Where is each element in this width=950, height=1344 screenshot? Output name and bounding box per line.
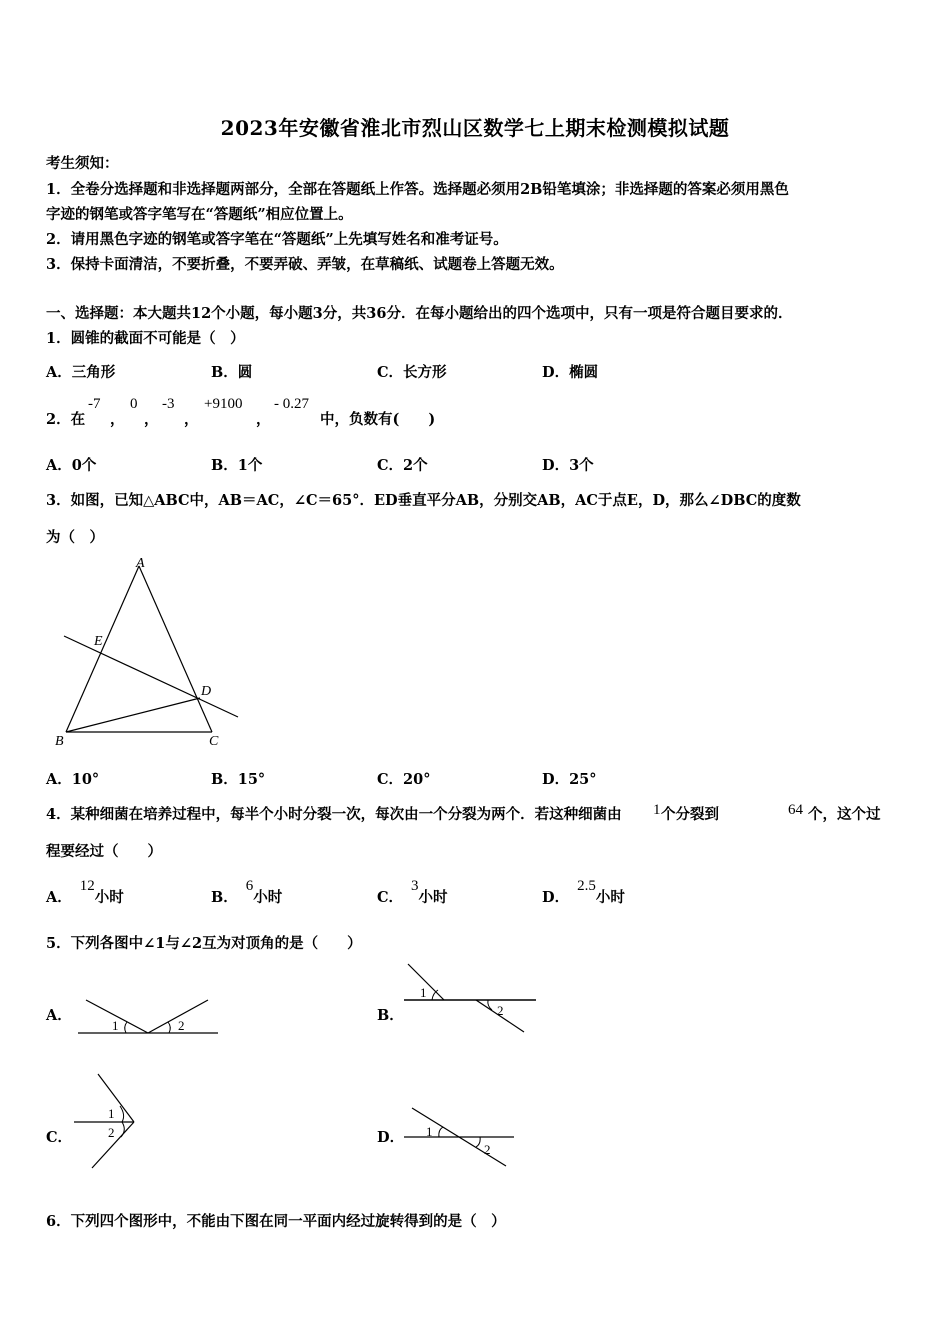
q4-stem-line-1c: 个，这个过 xyxy=(808,806,881,823)
q2-comma-2: ， xyxy=(144,411,159,428)
q5-option-b[interactable]: B． xyxy=(377,1007,404,1024)
segment-ab xyxy=(66,566,139,732)
q4-option-d-label: D． xyxy=(542,889,570,906)
q3-stem-line-2: 为（ ） xyxy=(46,529,104,546)
label-e: E xyxy=(94,634,103,649)
q4-option-a-unit: 小时 xyxy=(94,889,124,906)
q2-suffix: 中，负数有( ) xyxy=(320,411,436,428)
q5-figure-b xyxy=(402,960,538,1038)
q2-option-c[interactable]: C．2个 xyxy=(377,457,428,474)
q3-option-a[interactable]: A．10° xyxy=(46,771,100,788)
q4-option-d-unit: 小时 xyxy=(595,889,625,906)
q5-a-angle-2: 2 xyxy=(178,1018,185,1033)
q4-option-b[interactable] xyxy=(211,878,283,907)
q2-prefix: 2．在 xyxy=(46,411,86,428)
q4-option-d[interactable] xyxy=(542,878,625,907)
q5-a-angle-1: 1 xyxy=(112,1018,119,1033)
q5-figure-c xyxy=(72,1070,144,1172)
q5-d-angle-1: 1 xyxy=(426,1124,433,1139)
q2-comma-4: ， xyxy=(256,411,271,428)
q4-option-c-label: C． xyxy=(377,889,404,906)
q3-triangle-figure xyxy=(40,552,250,752)
q2-number-2: 0 xyxy=(130,396,138,412)
q4-option-a[interactable] xyxy=(46,878,124,907)
notice-heading: 考生须知： xyxy=(46,155,119,172)
q1-option-c[interactable]: C．长方形 xyxy=(377,364,447,381)
q5-c-angle-1: 1 xyxy=(108,1106,115,1121)
q5-b-angle-2: 2 xyxy=(497,1003,504,1018)
label-c: C xyxy=(209,734,219,749)
notice-line-2: 2．请用黑色字迹的钢笔或答字笔在“答题纸”上先填写姓名和准考证号。 xyxy=(46,231,508,248)
q3-option-c[interactable]: C．20° xyxy=(377,771,431,788)
q5-figure-a xyxy=(76,990,222,1040)
q4-option-a-label: A． xyxy=(46,889,72,906)
q4-option-d-value: 2.5 xyxy=(577,878,596,894)
q1-option-b[interactable]: B．圆 xyxy=(211,364,253,381)
q2-number-4: +9100 xyxy=(204,396,243,412)
q2-number-3: -3 xyxy=(162,396,175,412)
q4-option-b-label: B． xyxy=(211,889,238,906)
q2-option-b[interactable]: B．1个 xyxy=(211,457,263,474)
section-heading: 一、选择题：本大题共12个小题，每小题3分，共36分．在每小题给出的四个选项中，只有一项是符合题目要求的． xyxy=(46,305,793,322)
q5-stem: 5．下列各图中∠1与∠2互为对顶角的是（ ） xyxy=(46,935,362,952)
notice-line-1: 1．全卷分选择题和非选择题两部分，全部在答题纸上作答。选择题必须用2B铅笔填涂；非选择题的答案必须用黑色 xyxy=(46,181,789,198)
q4-option-b-value: 6 xyxy=(245,878,254,894)
page-title: 2023年安徽省淮北市烈山区数学七上期末检测模拟试题 xyxy=(220,116,730,140)
q3-stem-line-1: 3．如图，已知△ABC中，AB＝AC，∠C＝65°．ED垂直平分AB，分别交AB，AC于点E，D，那么∠DBC的度数 xyxy=(46,492,801,509)
q4-number-64: 64 xyxy=(788,802,803,818)
q5-option-a[interactable]: A． xyxy=(46,1007,72,1024)
q4-stem-line-1a: 4．某种细菌在培养过程中，每半个小时分裂一次，每次由一个分裂为两个．若这种细菌由 xyxy=(46,806,622,823)
q4-option-c[interactable] xyxy=(377,878,448,907)
label-b: B xyxy=(55,734,64,749)
q3-option-d[interactable]: D．25° xyxy=(542,771,597,788)
notice-line-3: 3．保持卡面清洁，不要折叠，不要弄破、弄皱，在草稿纸、试题卷上答题无效。 xyxy=(46,256,564,273)
q5-option-d[interactable]: D． xyxy=(377,1129,405,1146)
segment-ac xyxy=(139,566,212,732)
q2-number-1: -7 xyxy=(88,396,101,412)
q4-option-a-value: 12 xyxy=(79,878,95,894)
q4-option-c-unit: 小时 xyxy=(418,889,448,906)
q2-option-a[interactable]: A．0个 xyxy=(46,457,97,474)
q5-d-angle-2: 2 xyxy=(484,1142,491,1157)
q2-comma-1: ， xyxy=(110,411,125,428)
q2-number-5: - 0.27 xyxy=(274,396,309,412)
q1-option-a[interactable]: A．三角形 xyxy=(46,364,116,381)
q4-option-b-unit: 小时 xyxy=(253,889,283,906)
q2-comma-3: ， xyxy=(184,411,199,428)
label-d: D xyxy=(201,684,212,699)
q1-option-d[interactable]: D．椭圆 xyxy=(542,364,599,381)
label-a: A xyxy=(136,556,145,571)
segment-bd xyxy=(66,698,200,732)
notice-line-1b: 字迹的钢笔或答字笔写在“答题纸”相应位置上。 xyxy=(46,206,353,223)
q4-option-c-value: 3 xyxy=(411,878,419,894)
q4-stem-line-2: 程要经过（ ） xyxy=(46,843,162,860)
q6-stem: 6．下列四个图形中，不能由下图在同一平面内经过旋转得到的是（ ） xyxy=(46,1213,506,1230)
q2-option-d[interactable]: D．3个 xyxy=(542,457,594,474)
q4-stem-line-1b: 个分裂到 xyxy=(661,806,719,823)
q1-stem: 1．圆锥的截面不可能是（ ） xyxy=(46,330,245,347)
q5-figure-d xyxy=(402,1100,520,1172)
q5-c-angle-2: 2 xyxy=(108,1125,115,1140)
q5-b-angle-1: 1 xyxy=(420,985,427,1000)
q3-option-b[interactable]: B．15° xyxy=(211,771,266,788)
q4-number-1: 1 xyxy=(653,802,661,818)
q5-option-c[interactable]: C． xyxy=(46,1129,73,1146)
